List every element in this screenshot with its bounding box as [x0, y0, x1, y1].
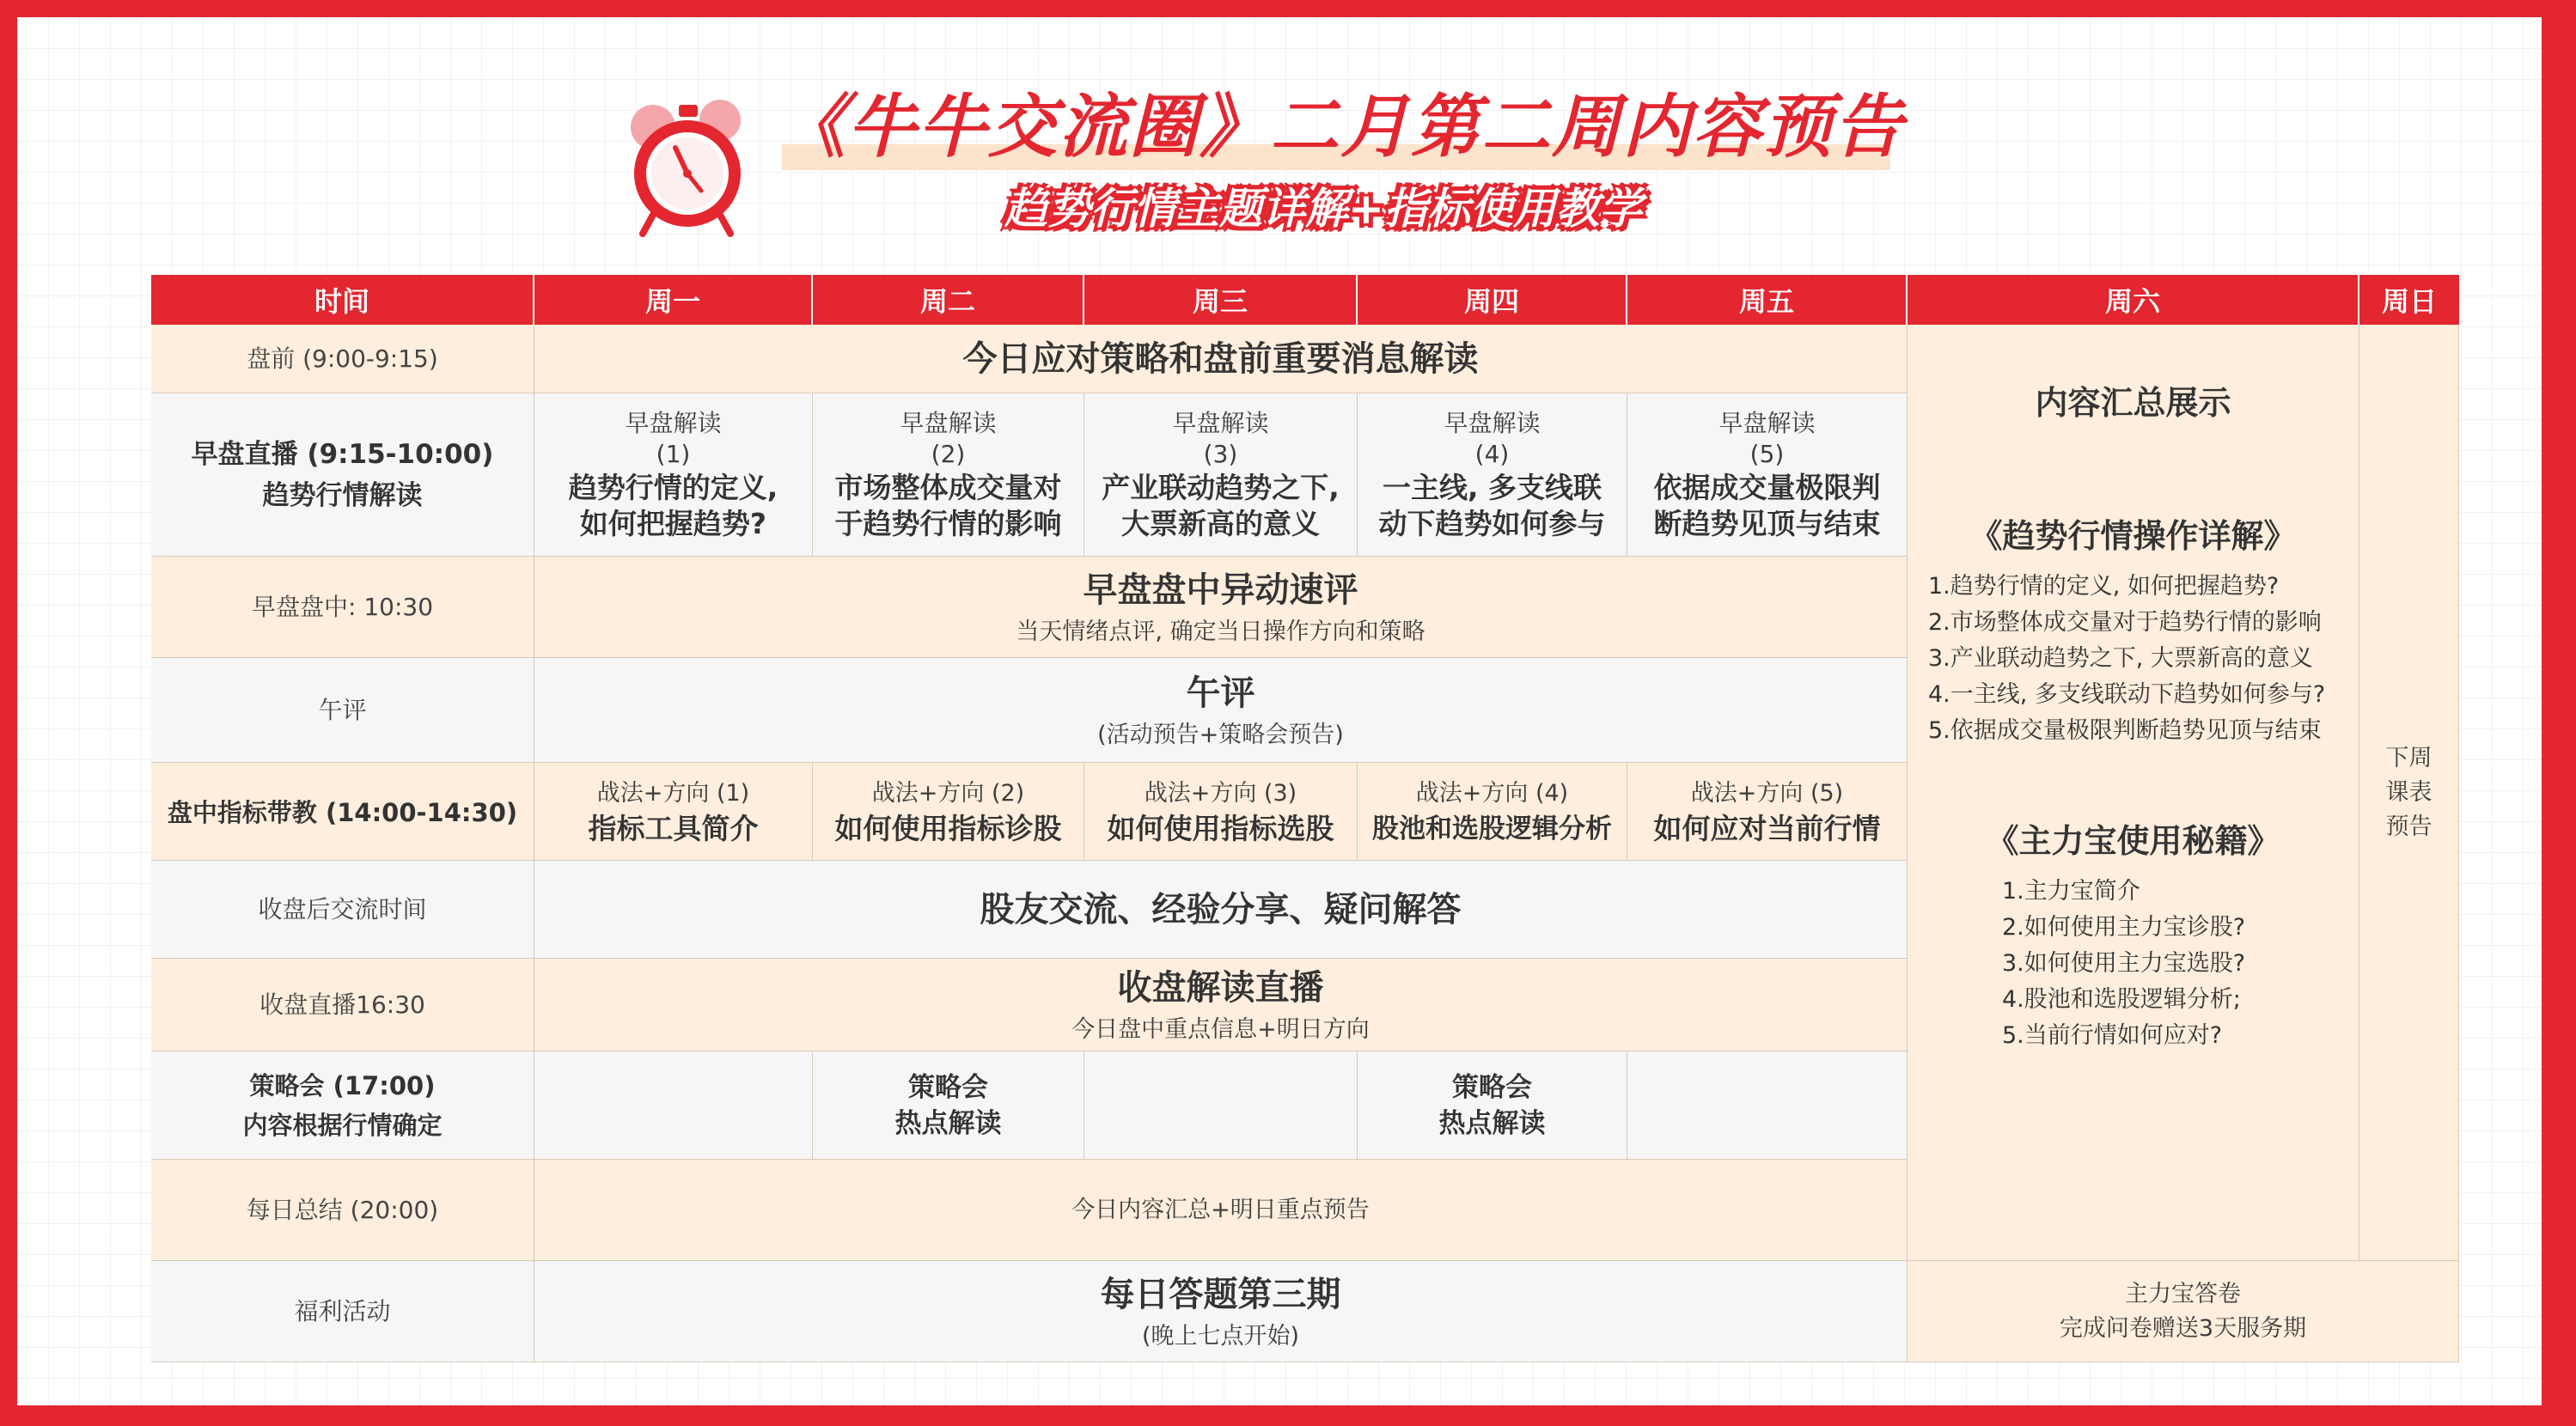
intraday-topic: 指标工具简介: [588, 811, 759, 845]
close-live-title: 收盘解读直播: [1117, 967, 1324, 1008]
morning-live-topic: 趋势行情解读: [262, 479, 423, 511]
strategy-thursday: [1358, 1051, 1627, 1160]
morning-live-tuesday: [813, 393, 1084, 557]
alarm-clock-icon: [619, 94, 756, 241]
list-item: 2.市场整体成交量对于趋势行情的影响: [1928, 609, 2322, 636]
morning-live-monday: [534, 393, 813, 557]
list-item: 3.产业联动趋势之下, 大票新高的意义: [1928, 645, 2313, 672]
strategy-topic: 热点解读: [1438, 1107, 1546, 1139]
strategy-friday: [1627, 1051, 1908, 1160]
welfare-saturday-title: 主力宝答卷: [2125, 1280, 2241, 1307]
morning-label: 早盘解读: [900, 408, 997, 437]
intraday-wednesday: [1084, 763, 1358, 861]
sunday-line3: 预告: [2385, 813, 2433, 840]
morning-label: 早盘解读: [1444, 408, 1541, 437]
welfare-title: 每日答题第三期: [1100, 1274, 1341, 1314]
list-item: 5.依据成交量极限判断趋势见顶与结束: [1928, 717, 2322, 744]
row-label-welfare: 福利活动: [151, 1261, 534, 1362]
premarket-content: 今日应对策略和盘前重要消息解读: [534, 325, 1908, 393]
sunday-preview: [2359, 325, 2459, 1261]
strategy-wednesday: [1084, 1051, 1358, 1160]
morning-topic-line2: 大票新高的意义: [1121, 506, 1320, 540]
sunday-line1: 下周: [2385, 744, 2433, 771]
daily-summary-content: 今日内容汇总+明日重点预告: [534, 1160, 1908, 1261]
strategy-title: 策略会: [1452, 1071, 1532, 1103]
morning-number: (2): [931, 439, 966, 468]
row-label-strategy: [151, 1051, 534, 1160]
morning-number: (4): [1474, 439, 1510, 468]
midmorning-title: 早盘盘中异动速评: [1083, 570, 1358, 610]
sunday-line2: 课表: [2385, 778, 2433, 806]
list-item: 1.趋势行情的定义, 如何把握趋势?: [1928, 573, 2280, 600]
noon-content: [534, 658, 1908, 763]
column-header-monday: 周一: [534, 275, 813, 325]
morning-label: 早盘解读: [1718, 408, 1816, 437]
morning-topic-line1: 趋势行情的定义,: [568, 470, 778, 504]
intraday-topic: 如何使用指标诊股: [834, 811, 1062, 845]
list-item: 1.主力宝简介: [2002, 878, 2140, 905]
row-label-close-live: 收盘直播16:30: [151, 959, 534, 1051]
intraday-tactic: 战法+方向 (1): [596, 779, 750, 807]
morning-topic-line2: 于趋势行情的影响: [834, 506, 1062, 540]
noon-subtitle: (活动预告+策略会预告): [1097, 721, 1344, 748]
saturday-summary-title: 内容汇总展示: [2035, 384, 2231, 422]
column-header-sunday: 周日: [2359, 275, 2459, 325]
welfare-content: [534, 1261, 1908, 1362]
morning-live-thursday: [1358, 393, 1627, 557]
morning-topic-line1: 一主线, 多支线联: [1382, 470, 1602, 504]
list-item: 3.如何使用主力宝选股?: [2002, 950, 2246, 977]
intraday-monday: [534, 763, 813, 861]
morning-label: 早盘解读: [625, 408, 722, 437]
intraday-tuesday: [813, 763, 1084, 861]
strategy-time: 策略会 (17:00): [249, 1070, 436, 1100]
strategy-monday: [534, 1051, 813, 1160]
intraday-topic: 如何应对当前行情: [1653, 811, 1881, 845]
column-header-saturday: 周六: [1908, 275, 2359, 325]
morning-topic-line2: 动下趋势如何参与: [1378, 506, 1606, 540]
strategy-title: 策略会: [908, 1071, 988, 1103]
morning-live-friday: [1627, 393, 1908, 557]
page-subtitle: 趋势行情主题详解+指标使用教学: [1004, 184, 1642, 234]
column-header-wednesday: 周三: [1084, 275, 1358, 325]
list-item: 4.股池和选股逻辑分析;: [2002, 986, 2241, 1013]
morning-number: (5): [1749, 439, 1785, 468]
column-header-thursday: 周四: [1358, 275, 1627, 325]
strategy-tuesday: [813, 1051, 1084, 1160]
noon-title: 午评: [1186, 673, 1255, 713]
welfare-saturday: [1908, 1261, 2459, 1362]
list-item: 4.一主线, 多支线联动下趋势如何参与?: [1928, 681, 2326, 708]
page-title: 《牛牛交流圈》二月第二周内容预告: [777, 87, 1904, 167]
row-label-noon: 午评: [151, 658, 534, 763]
morning-live-wednesday: [1084, 393, 1358, 557]
welfare-subtitle: (晚上七点开始): [1141, 1322, 1300, 1350]
strategy-topic: 热点解读: [894, 1107, 1002, 1139]
morning-topic-line1: 产业联动趋势之下,: [1102, 470, 1340, 504]
column-header-time: 时间: [151, 275, 534, 325]
morning-topic-line2: 如何把握趋势?: [579, 506, 767, 540]
intraday-tactic: 战法+方向 (5): [1690, 779, 1844, 807]
saturday-section2-list: [2002, 874, 2245, 1054]
morning-label: 早盘解读: [1172, 408, 1269, 437]
midmorning-content: [534, 557, 1908, 658]
close-live-content: [534, 959, 1908, 1051]
after-close-content: 股友交流、经验分享、疑问解答: [534, 861, 1908, 959]
intraday-tactic: 战法+方向 (2): [871, 779, 1025, 807]
morning-topic-line1: 依据成交量极限判: [1653, 470, 1881, 504]
row-label-intraday: 盘中指标带教 (14:00-14:30): [151, 763, 534, 861]
column-header-friday: 周五: [1627, 275, 1908, 325]
row-label-morning-live: [151, 393, 534, 557]
midmorning-subtitle: 当天情绪点评, 确定当日操作方向和策略: [1016, 618, 1425, 645]
saturday-summary: [1908, 325, 2359, 1261]
intraday-tactic: 战法+方向 (4): [1415, 779, 1569, 807]
morning-live-time: 早盘直播 (9:15-10:00): [191, 438, 494, 470]
list-item: 5.当前行情如何应对?: [2002, 1022, 2223, 1049]
welfare-saturday-detail: 完成问卷赠送3天服务期: [2059, 1314, 2307, 1342]
saturday-section1-title: 《趋势行情操作详解》: [1969, 517, 2297, 555]
intraday-topic: 股池和选股逻辑分析: [1372, 813, 1612, 844]
poster-frame: [17, 17, 2542, 1405]
saturday-section2-title: 《主力宝使用秘籍》: [1986, 822, 2280, 860]
morning-topic-line2: 断趋势见顶与结束: [1653, 506, 1881, 540]
row-label-premarket: 盘前 (9:00-9:15): [151, 325, 534, 393]
strategy-note: 内容根据行情确定: [242, 1110, 443, 1140]
saturday-section1-list: [1928, 569, 2325, 749]
intraday-friday: [1627, 763, 1908, 861]
morning-number: (1): [656, 439, 691, 468]
row-label-after-close: 收盘后交流时间: [151, 861, 534, 959]
morning-topic-line1: 市场整体成交量对: [834, 470, 1062, 504]
intraday-thursday: [1358, 763, 1627, 861]
row-label-daily-summary: 每日总结 (20:00): [151, 1160, 534, 1261]
intraday-tactic: 战法+方向 (3): [1144, 779, 1297, 807]
morning-number: (3): [1203, 439, 1238, 468]
column-header-tuesday: 周二: [813, 275, 1084, 325]
list-item: 2.如何使用主力宝诊股?: [2002, 914, 2246, 941]
row-label-midmorning: 早盘盘中: 10:30: [151, 557, 534, 658]
close-live-subtitle: 今日盘中重点信息+明日方向: [1071, 1015, 1370, 1043]
intraday-topic: 如何使用指标选股: [1107, 811, 1334, 845]
